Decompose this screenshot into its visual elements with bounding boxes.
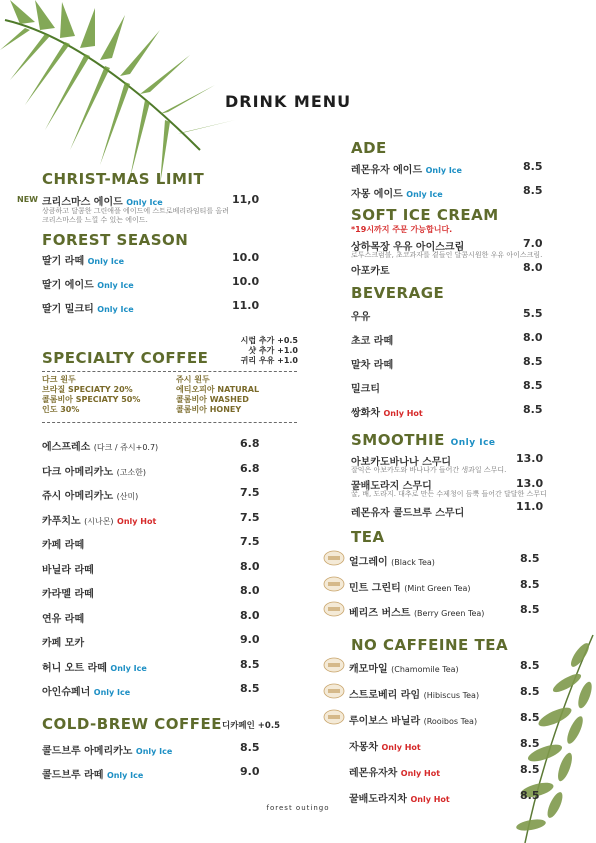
item-option: Only Ice <box>87 257 124 266</box>
beverage-item <box>351 332 393 347</box>
tea-item <box>349 579 471 594</box>
beverage-item <box>351 404 423 419</box>
specialty-item <box>42 463 146 478</box>
forest-item <box>42 300 134 315</box>
ade-price: 8.5 <box>523 160 543 173</box>
item-name: 연유 라떼 <box>42 613 85 625</box>
specialty-price: 7.5 <box>240 535 260 548</box>
specialty-price: 7.5 <box>240 510 260 524</box>
beans-juicy <box>176 375 259 415</box>
item-option: Only Hot <box>383 409 423 418</box>
item-subtitle: (Berry Green Tea) <box>413 609 485 618</box>
item-name: 밀크티 <box>351 384 380 395</box>
coldbrew-item <box>42 766 143 781</box>
specialty-price: 9.0 <box>240 633 260 646</box>
nocaf-item <box>349 660 459 675</box>
specialty-price: 6.8 <box>240 461 260 475</box>
specialty-item <box>42 512 156 527</box>
divider <box>42 371 297 372</box>
specialty-price: 8.0 <box>240 584 260 597</box>
nocaf-item <box>349 764 440 779</box>
specialty-item <box>42 438 158 453</box>
item-name: 콜드브루 아메리카노 <box>42 746 133 757</box>
item-name: 아인슈페너 <box>42 687 91 698</box>
item-option: Only Ice <box>106 771 144 780</box>
specialty-item <box>42 487 138 502</box>
softice-price: 8.0 <box>523 261 543 274</box>
item-option: Only Ice <box>406 190 443 199</box>
heading-option: Only Ice <box>450 438 496 448</box>
nocaf-price: 8.5 <box>520 659 540 672</box>
specialty-item <box>42 659 147 674</box>
item-name: 크리스마스 에이드 <box>42 197 123 208</box>
specialty-price: 6.8 <box>240 437 260 450</box>
item-option: Only Hot <box>381 743 421 752</box>
item-name: 딸기 라떼 <box>42 256 85 267</box>
item-name: 카페 라떼 <box>42 540 85 551</box>
item-name: 딸기 밀크티 <box>42 304 94 315</box>
item-option: Only Ice <box>126 198 163 207</box>
menu-title: DRINK MENU <box>225 92 352 111</box>
nocaf-item <box>349 738 421 753</box>
christmas-price: 11,0 <box>232 193 260 206</box>
beverage-price: 8.5 <box>523 403 543 416</box>
nocaf-price: 8.5 <box>520 685 540 698</box>
tea-heading: TEA <box>351 528 385 546</box>
bean-line: 브라질 SPECIATY 20% <box>42 385 133 394</box>
tea-item <box>349 604 484 619</box>
item-option: Only Ice <box>97 305 134 314</box>
item-name: 카라멜 라떼 <box>42 589 94 600</box>
christmas-heading: CHRIST-MAS LIMIT <box>42 170 205 188</box>
softice-heading: SOFT ICE CREAM <box>351 206 499 224</box>
specialty-item <box>42 683 130 698</box>
beans-dark <box>42 375 140 415</box>
heading-text: SMOOTHIE <box>351 431 445 449</box>
tea-price: 8.5 <box>520 577 540 591</box>
nocaf-heading: NO CAFFEINE TEA <box>351 636 509 654</box>
palm-leaf-illustration <box>0 0 240 190</box>
specialty-extras <box>241 336 298 366</box>
nocaf-item <box>349 712 477 727</box>
nocaf-item <box>349 790 450 805</box>
tea-brand-logo-icon <box>323 709 345 725</box>
specialty-price: 8.5 <box>240 682 260 695</box>
item-name: 쥬시 아메리카노 <box>42 491 114 502</box>
new-badge: NEW <box>17 195 38 204</box>
beverage-item <box>351 380 380 395</box>
bean-line: 콜롬비아 WASHED <box>176 395 249 404</box>
item-subtitle: (Black Tea) <box>391 558 435 567</box>
item-subtitle: (고소한) <box>116 467 147 477</box>
item-name: 다크 아메리카노 <box>42 466 114 478</box>
smoothie-item: 아보카도바나나 스무디 <box>351 457 452 468</box>
tea-brand-logo-icon <box>323 576 345 592</box>
item-name: 꿀배도라지차 <box>349 794 407 805</box>
item-name: 스트로베리 라임 <box>349 690 421 701</box>
tea-price: 8.5 <box>520 552 540 565</box>
beverage-price: 8.0 <box>523 331 543 344</box>
ade-item <box>351 185 443 200</box>
smoothie-price: 11.0 <box>516 500 544 513</box>
coldbrew-extra: 디카페인 +0.5 <box>222 721 280 731</box>
forest-price: 11.0 <box>232 299 260 312</box>
divider <box>42 422 297 423</box>
nocaf-price: 8.5 <box>520 711 540 724</box>
ade-item <box>351 161 462 176</box>
item-subtitle: (Chamomile Tea) <box>391 665 459 674</box>
item-name: 카푸치노 <box>42 515 81 527</box>
specialty-item <box>42 536 84 551</box>
tea-item <box>349 553 435 568</box>
item-option: Only Ice <box>110 663 147 673</box>
specialty-heading: SPECIALTY COFFEE <box>42 349 209 367</box>
tea-price: 8.5 <box>520 603 540 616</box>
item-subtitle: (산미) <box>116 492 139 501</box>
item-name: 초코 라떼 <box>351 336 394 347</box>
item-subtitle: (다크 / 쥬시+0.7) <box>93 443 159 452</box>
extra-oat-milk: 귀리 우유 +1.0 <box>240 356 298 365</box>
item-name: 딸기 에이드 <box>42 280 94 291</box>
item-subtitle: (시나몬) <box>84 516 114 526</box>
specialty-item <box>42 610 84 625</box>
specialty-item <box>42 585 94 600</box>
specialty-price: 8.0 <box>240 608 260 622</box>
forest-price: 10.0 <box>232 275 260 288</box>
smoothie-item: 레몬유자 콜드브루 스무디 <box>351 508 465 519</box>
softice-note: *19시까지 주문 가능합니다. <box>351 225 453 234</box>
item-name: 민트 그린티 <box>349 582 401 594</box>
nocaf-price: 8.5 <box>520 789 540 802</box>
item-option: Only Hot <box>117 516 157 526</box>
specialty-item <box>42 561 94 576</box>
specialty-price: 8.0 <box>240 559 260 573</box>
beverage-price: 5.5 <box>523 307 543 320</box>
smoothie-desc: 잘익은 아보카도와 바나나가 들어간 생과일 스무디. <box>351 466 507 474</box>
item-name: 허니 오트 라떼 <box>42 662 107 674</box>
beverage-heading: BEVERAGE <box>351 284 445 302</box>
item-name: 우유 <box>351 312 371 323</box>
specialty-price: 8.5 <box>240 657 260 671</box>
item-name: 레몬유자차 <box>349 768 398 779</box>
item-name: 베리즈 버스트 <box>349 608 411 619</box>
item-name: 캐모마일 <box>349 664 388 675</box>
nocaf-price: 8.5 <box>520 763 540 776</box>
coldbrew-price: 9.0 <box>240 765 260 778</box>
item-option: Only Hot <box>400 769 441 778</box>
nocaf-price: 8.5 <box>520 737 540 750</box>
specialty-item <box>42 634 84 649</box>
ade-price: 8.5 <box>523 184 543 197</box>
christmas-desc-2: 크리스마스를 느낄 수 있는 에이드. <box>42 216 148 224</box>
item-name: 레몬유자 에이드 <box>351 165 423 176</box>
softice-item: 상하목장 우유 아이스크림 <box>351 242 465 253</box>
bean-line: 쥬시 원두 <box>176 375 210 384</box>
item-option: Only Ice <box>97 281 134 290</box>
beverage-price: 8.5 <box>523 379 543 392</box>
bean-line: 인도 30% <box>42 405 80 414</box>
tea-brand-logo-icon <box>323 550 345 566</box>
tea-brand-logo-icon <box>323 683 345 699</box>
item-subtitle: (Hibiscus Tea) <box>423 691 480 700</box>
bean-line: 콜롬비아 SPECIATY 50% <box>42 395 141 404</box>
nocaf-item <box>349 686 479 701</box>
coldbrew-item <box>42 742 172 757</box>
softice-desc: 로투스크럼블, 초코과자를 곁들인 달콤시원한 우유 아이스크림. <box>351 251 543 259</box>
smoothie-price: 13.0 <box>516 477 544 490</box>
forest-item <box>42 252 124 267</box>
item-option: Only Ice <box>93 688 131 697</box>
item-option: Only Hot <box>410 795 450 804</box>
extra-shot: 샷 추가 +1.0 <box>248 346 298 355</box>
item-name: 자몽차 <box>349 742 378 753</box>
coldbrew-price: 8.5 <box>240 741 260 754</box>
footer-brand: forest outingo <box>266 804 330 812</box>
bean-line: 콜롬비아 HONEY <box>176 405 242 414</box>
forest-price: 10.0 <box>232 251 260 264</box>
christmas-item <box>42 193 163 208</box>
forest-heading: FOREST SEASON <box>42 231 189 249</box>
smoothie-price: 13.0 <box>516 452 544 465</box>
item-option: Only Ice <box>425 166 462 175</box>
item-name: 에스프레소 <box>42 442 91 453</box>
item-name: 얼그레이 <box>349 557 388 568</box>
beverage-item <box>351 356 393 371</box>
softice-price: 7.0 <box>523 237 543 250</box>
item-subtitle: (Rooibos Tea) <box>423 717 478 726</box>
item-name: 루이보스 바닐라 <box>349 716 421 727</box>
item-name: 말차 라떼 <box>351 360 394 371</box>
smoothie-heading <box>351 431 496 449</box>
item-name: 쌍화차 <box>351 408 380 419</box>
beverage-item <box>351 308 370 323</box>
tea-brand-logo-icon <box>323 601 345 617</box>
bean-line: 다크 원두 <box>42 375 76 384</box>
item-option: Only Ice <box>135 747 173 756</box>
forest-item <box>42 276 134 291</box>
item-name: 카페 모카 <box>42 638 85 649</box>
ade-heading: ADE <box>351 139 387 157</box>
specialty-price: 7.5 <box>240 486 260 499</box>
extra-syrup: 시럽 추가 +0.5 <box>240 336 298 345</box>
item-name: 바닐라 라떼 <box>42 564 94 576</box>
smoothie-desc: 꿀, 배, 도라지. 대추로 만든 수제청이 듬뿍 들어간 달달한 스무디 <box>351 490 547 498</box>
item-subtitle: (Mint Green Tea) <box>404 583 471 593</box>
item-name: 콜드브루 라떼 <box>42 770 104 781</box>
smoothie-item: 꿀배도라지 스무디 <box>351 481 432 492</box>
item-name: 자몽 에이드 <box>351 189 403 200</box>
bean-line: 에티오피아 NATURAL <box>176 385 260 394</box>
softice-item: 아포카토 <box>351 266 390 277</box>
beverage-price: 8.5 <box>523 355 543 368</box>
tea-brand-logo-icon <box>323 657 345 673</box>
christmas-desc-1: 상큼하고 달콤한 그린애플 에이드에 스트로베리라임티를 올려 <box>42 207 229 215</box>
coldbrew-heading: COLD-BREW COFFEE <box>42 715 223 733</box>
